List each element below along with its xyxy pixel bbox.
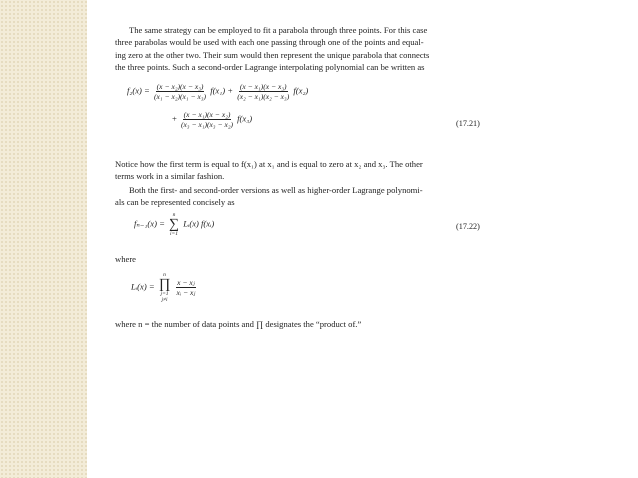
denominator: (x₃ − x₁)(x₃ − x₂) [181,120,234,129]
equation-17-22 [134,212,214,237]
summation-operator [169,212,179,237]
upper-limit: n [163,272,166,278]
lower-limit: i=1 [170,231,179,237]
function-value: f(x₃) [237,113,253,124]
numerator: (x − x₂)(x − x₃) [156,82,204,91]
footer-definition: where n = the number of data points and ∏ designates the “product of.” [115,319,362,329]
sigma-symbol: ∑ [169,217,180,232]
numerator: (x − x₁)(x − x₃) [239,82,287,91]
pi-symbol: ∏ [158,277,171,292]
denominator: (x₁ − x₂)(x₁ − x₃) [154,92,207,101]
eq-lhs: Lᵢ(x) = [131,281,155,292]
function-value: f(x₁) + [210,85,234,96]
document-page [87,0,638,478]
fraction-term3 [180,110,234,129]
eq-lhs: f₂(x) = [127,85,150,96]
text-line: the three points. Such a second-order Lagrange interpolating polynomial can be written as [115,61,425,72]
numerator: (x − x₁)(x − x₂) [183,110,231,119]
plus-sign: + [172,113,177,124]
paragraph-both [115,184,483,209]
eq-rhs: Lᵢ(x) f(xᵢ) [183,218,215,229]
numerator: x − xⱼ [177,278,195,287]
function-value: f(x₂) [293,85,309,96]
equation-number: (17.22) [456,222,480,231]
fraction-basis [175,278,196,297]
product-operator [159,272,171,303]
where-label: where [115,254,136,264]
equation-lagrange-basis [131,272,197,303]
text-line: three parabolas would be used with each one passing through one of the points and equal- [115,37,424,48]
equation-17-21-line1 [127,82,308,101]
eq-lhs: fₙ₋₁(x) = [134,218,165,229]
lower-condition: j≠i [161,297,168,303]
fraction-term1 [153,82,207,101]
denominator: xᵢ − xⱼ [176,288,196,297]
decorative-side-band [0,0,87,478]
denominator: (x₂ − x₁)(x₂ − x₃) [237,92,290,101]
text-line: Both the first- and second-order versions as well as higher-order Lagrange polynomi- [129,185,423,195]
text-line: ing zero at the other two. Their sum would then represent the unique parabola that connects [115,49,430,60]
text-line: als can be represented concisely as [115,197,235,208]
paragraph-intro [115,24,483,73]
text-line: terms work in a similar fashion. [115,171,225,182]
equation-number: (17.21) [456,119,480,128]
lower-limit: j=1 [160,291,169,297]
text-line: The same strategy can be employed to fit a parabola through three points. For this case [129,25,428,35]
fraction-term2 [236,82,290,101]
text-line: Notice how the first term is equal to f(x₁) at x₁ and is equal to zero at x₂ and x₃. The other [115,159,423,169]
equation-17-21-line2 [172,110,252,129]
upper-limit: n [172,212,176,218]
paragraph-notice [115,158,483,183]
